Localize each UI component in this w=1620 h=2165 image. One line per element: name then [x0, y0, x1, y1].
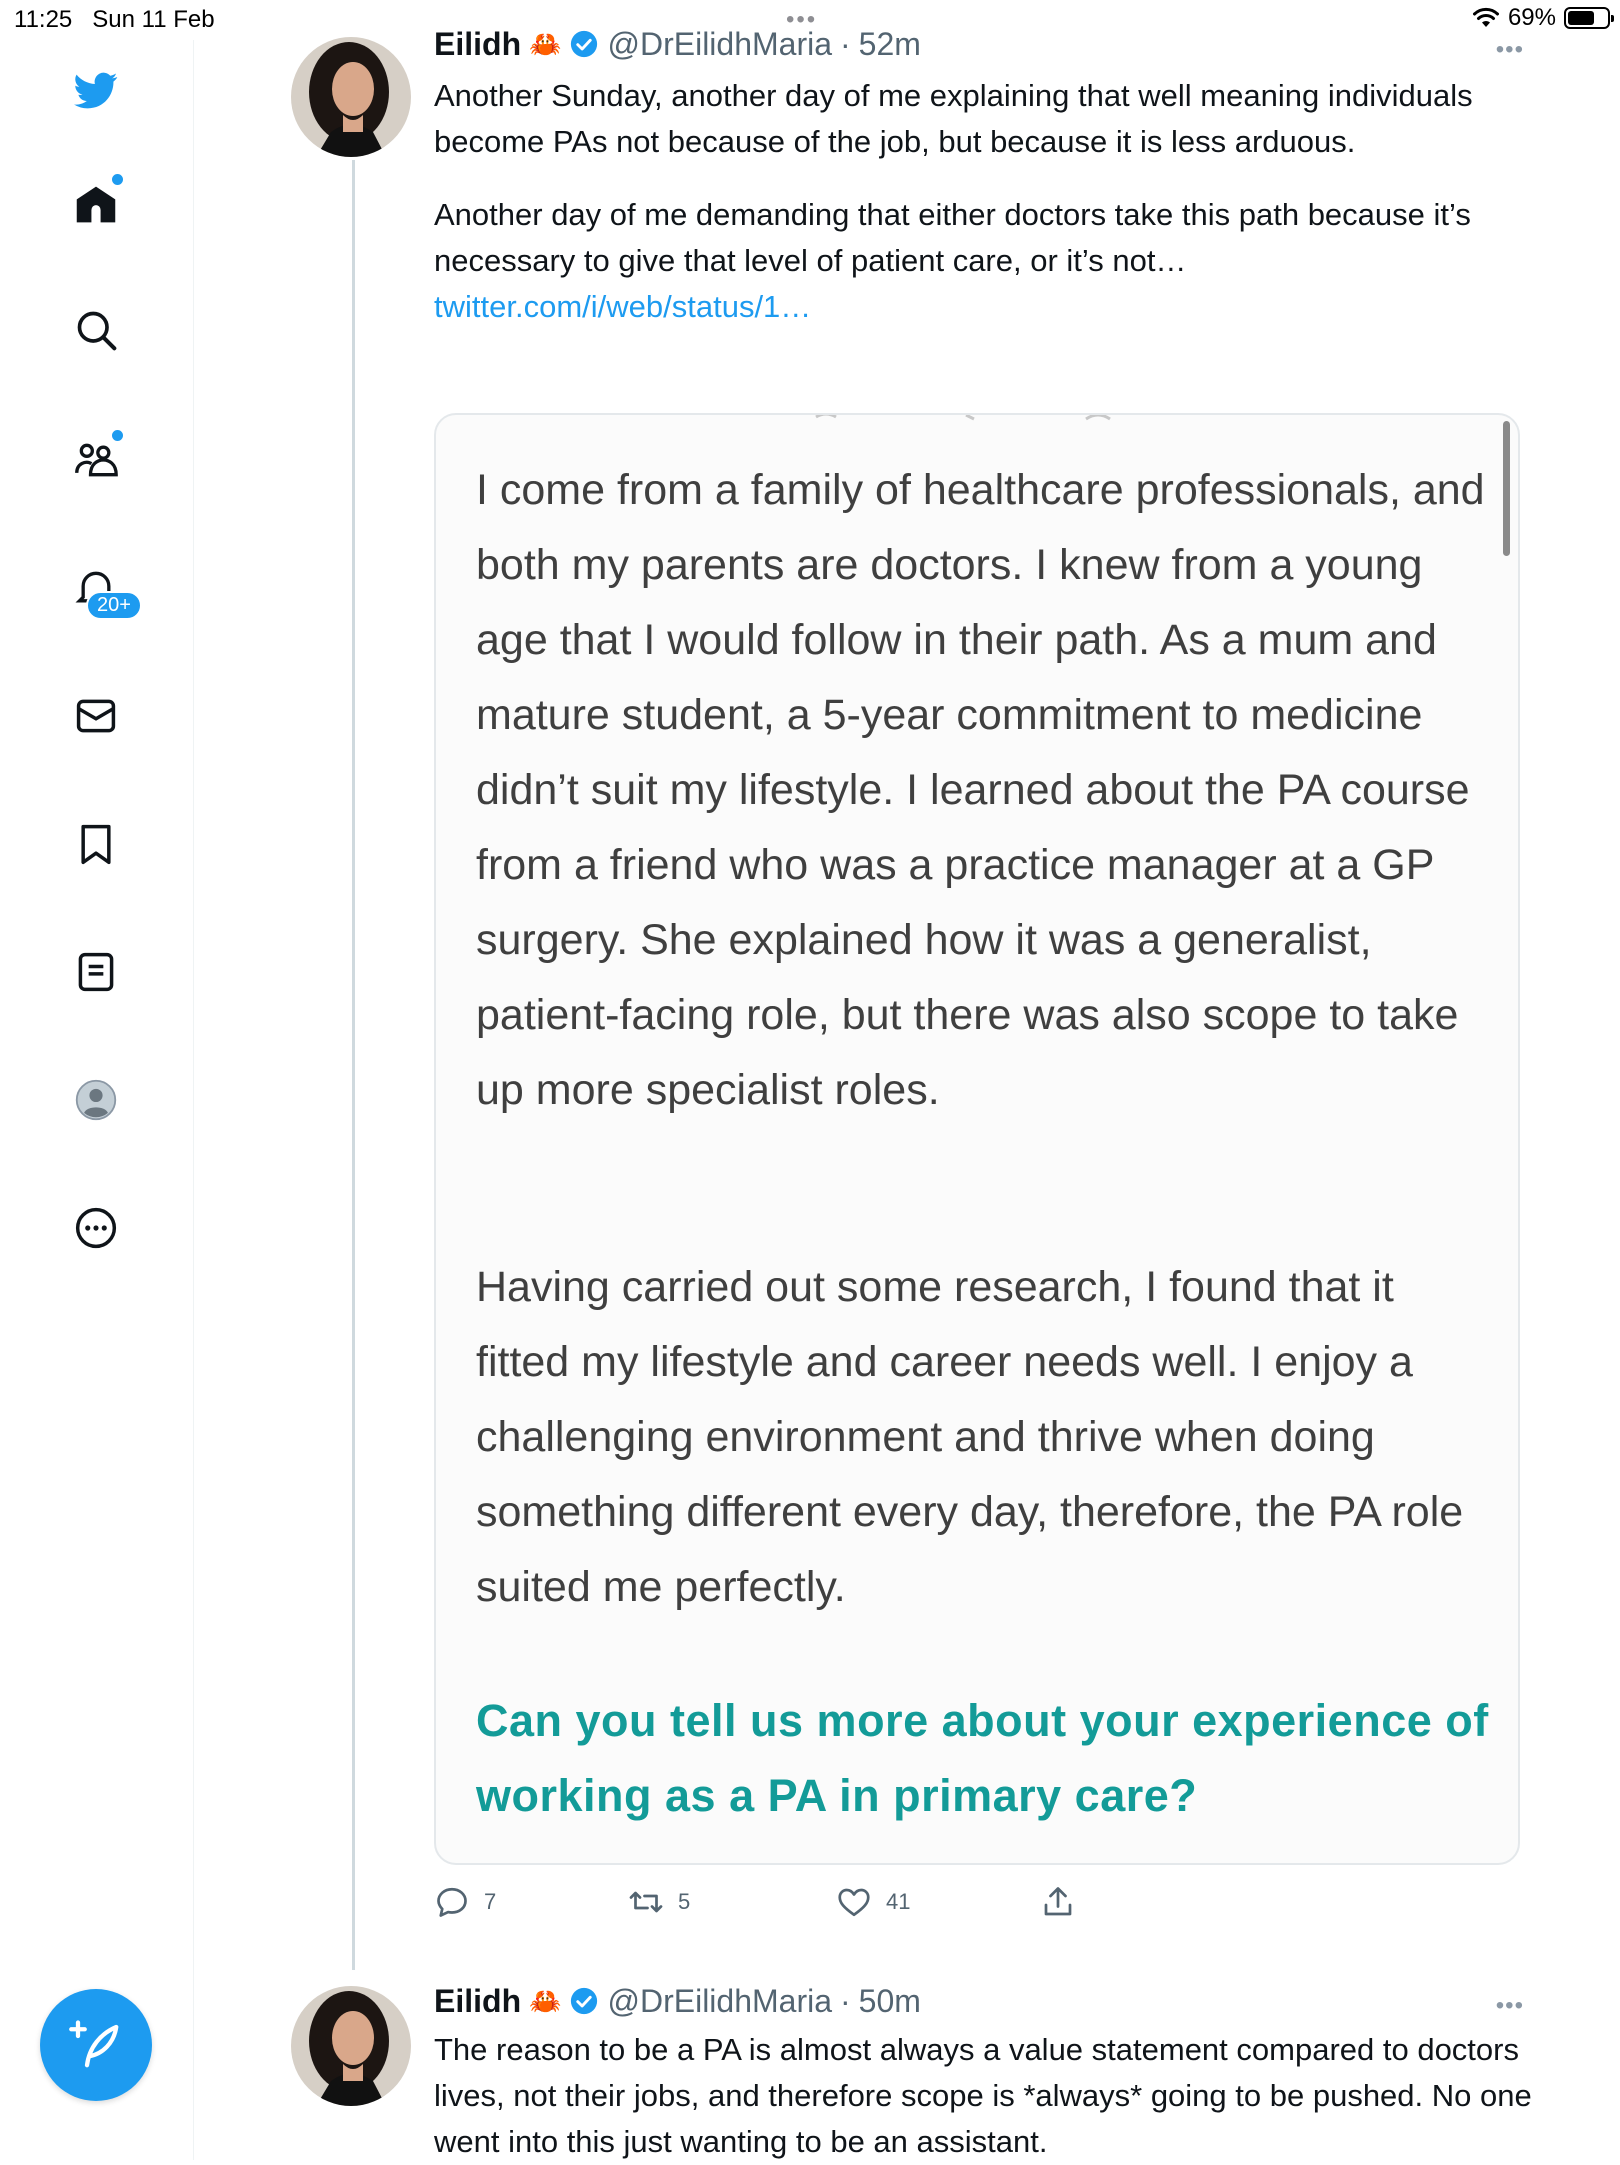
- tweet-paragraph-1: Another Sunday, another day of me explaining that well meaning individuals become PAs not because of the job, but because it is less arduous.: [434, 78, 1473, 159]
- more-circle-icon: [74, 1206, 118, 1250]
- compose-button[interactable]: [40, 1989, 152, 2101]
- reply-button[interactable]: [434, 1884, 496, 1920]
- nav-explore[interactable]: [56, 290, 136, 370]
- search-icon: [74, 308, 118, 352]
- author-handle[interactable]: @DrEilidhMaria: [607, 25, 833, 62]
- battery-percent: 69%: [1507, 4, 1556, 31]
- tweet-actions: [434, 1884, 1134, 1928]
- status-right: [1472, 4, 1610, 32]
- bookmark-icon: [74, 822, 118, 866]
- compose-icon: [69, 2018, 123, 2072]
- tweet-link[interactable]: twitter.com/i/web/status/1…: [434, 289, 812, 324]
- notifications-badge: 20+: [86, 591, 142, 620]
- share-button[interactable]: [1040, 1884, 1076, 1920]
- communities-icon: [74, 438, 118, 482]
- nav-lists[interactable]: [56, 932, 136, 1012]
- avatar[interactable]: [291, 37, 411, 157]
- image-paragraph-1: I come from a family of healthcare professionals, and both my parents are doctors. I knew from a young age that I would follow in their path. As a mum and mature student, a 5-year commitment to medicine didn’t suit my lifestyle. I learned about the PA course from a friend who was a practice manager at a GP surgery. She explained how it was a generalist, patient-facing role, but there was also scope to take up more specialist roles.: [476, 466, 1485, 1114]
- status-time: 11:25 Sun 11 Feb: [14, 6, 215, 33]
- reply-icon: [434, 1884, 470, 1920]
- author-handle[interactable]: @DrEilidhMaria: [607, 1982, 833, 2019]
- retweet-icon: [628, 1884, 664, 1920]
- nav-profile[interactable]: [56, 1060, 136, 1140]
- mail-icon: [74, 694, 118, 738]
- home-dot: [110, 172, 125, 187]
- verified-icon: [569, 1986, 599, 2016]
- share-icon: [1040, 1884, 1076, 1920]
- nav-more[interactable]: [56, 1188, 136, 1268]
- tweet-image[interactable]: [434, 413, 1520, 1865]
- battery-icon: [1564, 7, 1610, 29]
- tweet-text: The reason to be a PA is almost always a value statement compared to doctors lives, not their jobs, and therefore scope is *always* going to be pushed. No one went into this just wanting to be an assistant.: [434, 2032, 1532, 2159]
- verified-icon: [569, 29, 599, 59]
- tweet-more-button[interactable]: •••: [1495, 1992, 1524, 2019]
- tweet-time[interactable]: 50m: [858, 1982, 921, 2019]
- nav-home[interactable]: [56, 164, 136, 244]
- retweet-count: 5: [678, 1889, 691, 1914]
- cropped-text-fragment: [756, 413, 1176, 425]
- tweet-header: Eilidh 🦀 @DrEilidhMaria · 50m: [434, 1982, 921, 2019]
- crab-emoji: 🦀: [529, 1985, 562, 2016]
- multitask-dots[interactable]: •••: [786, 6, 818, 33]
- image-paragraph-2: Having carried out some research, I found that it fitted my lifestyle and career needs well. I enjoy a challenging environment and thrive when doing something different every day, therefore, the PA role suited me perfectly.: [476, 1263, 1464, 1611]
- like-count: 41: [886, 1889, 911, 1914]
- sidebar: [0, 40, 194, 2160]
- twitter-logo-icon[interactable]: [56, 50, 136, 130]
- nav-bookmarks[interactable]: [56, 804, 136, 884]
- image-question: Can you tell us more about your experience of working as a PA in primary care?: [476, 1695, 1489, 1821]
- author-name[interactable]: Eilidh: [434, 1982, 522, 2019]
- author-name[interactable]: Eilidh: [434, 25, 522, 62]
- communities-dot: [110, 428, 125, 443]
- lists-icon: [74, 950, 118, 994]
- image-scrollbar[interactable]: [1503, 421, 1510, 556]
- tweet-time[interactable]: 52m: [858, 25, 921, 62]
- thread-line: [352, 160, 355, 1970]
- avatar[interactable]: [291, 1986, 411, 2106]
- wifi-icon: [1472, 7, 1500, 29]
- reply-count: 7: [484, 1889, 497, 1914]
- home-icon: [74, 182, 118, 226]
- crab-emoji: 🦀: [529, 28, 562, 59]
- nav-messages[interactable]: [56, 676, 136, 756]
- tweet-text: [434, 73, 1534, 330]
- tweet-more-button[interactable]: •••: [1495, 36, 1524, 63]
- tweet-paragraph-2: Another day of me demanding that either doctors take this path because it’s necessary to give that level of patient care, or it’s not…: [434, 197, 1471, 278]
- profile-icon: [74, 1078, 118, 1122]
- like-button[interactable]: [836, 1884, 910, 1920]
- like-icon: [836, 1884, 872, 1920]
- tweet-header: Eilidh 🦀 @DrEilidhMaria · 52m: [434, 25, 921, 62]
- retweet-button[interactable]: [628, 1884, 690, 1920]
- nav-communities[interactable]: [56, 420, 136, 500]
